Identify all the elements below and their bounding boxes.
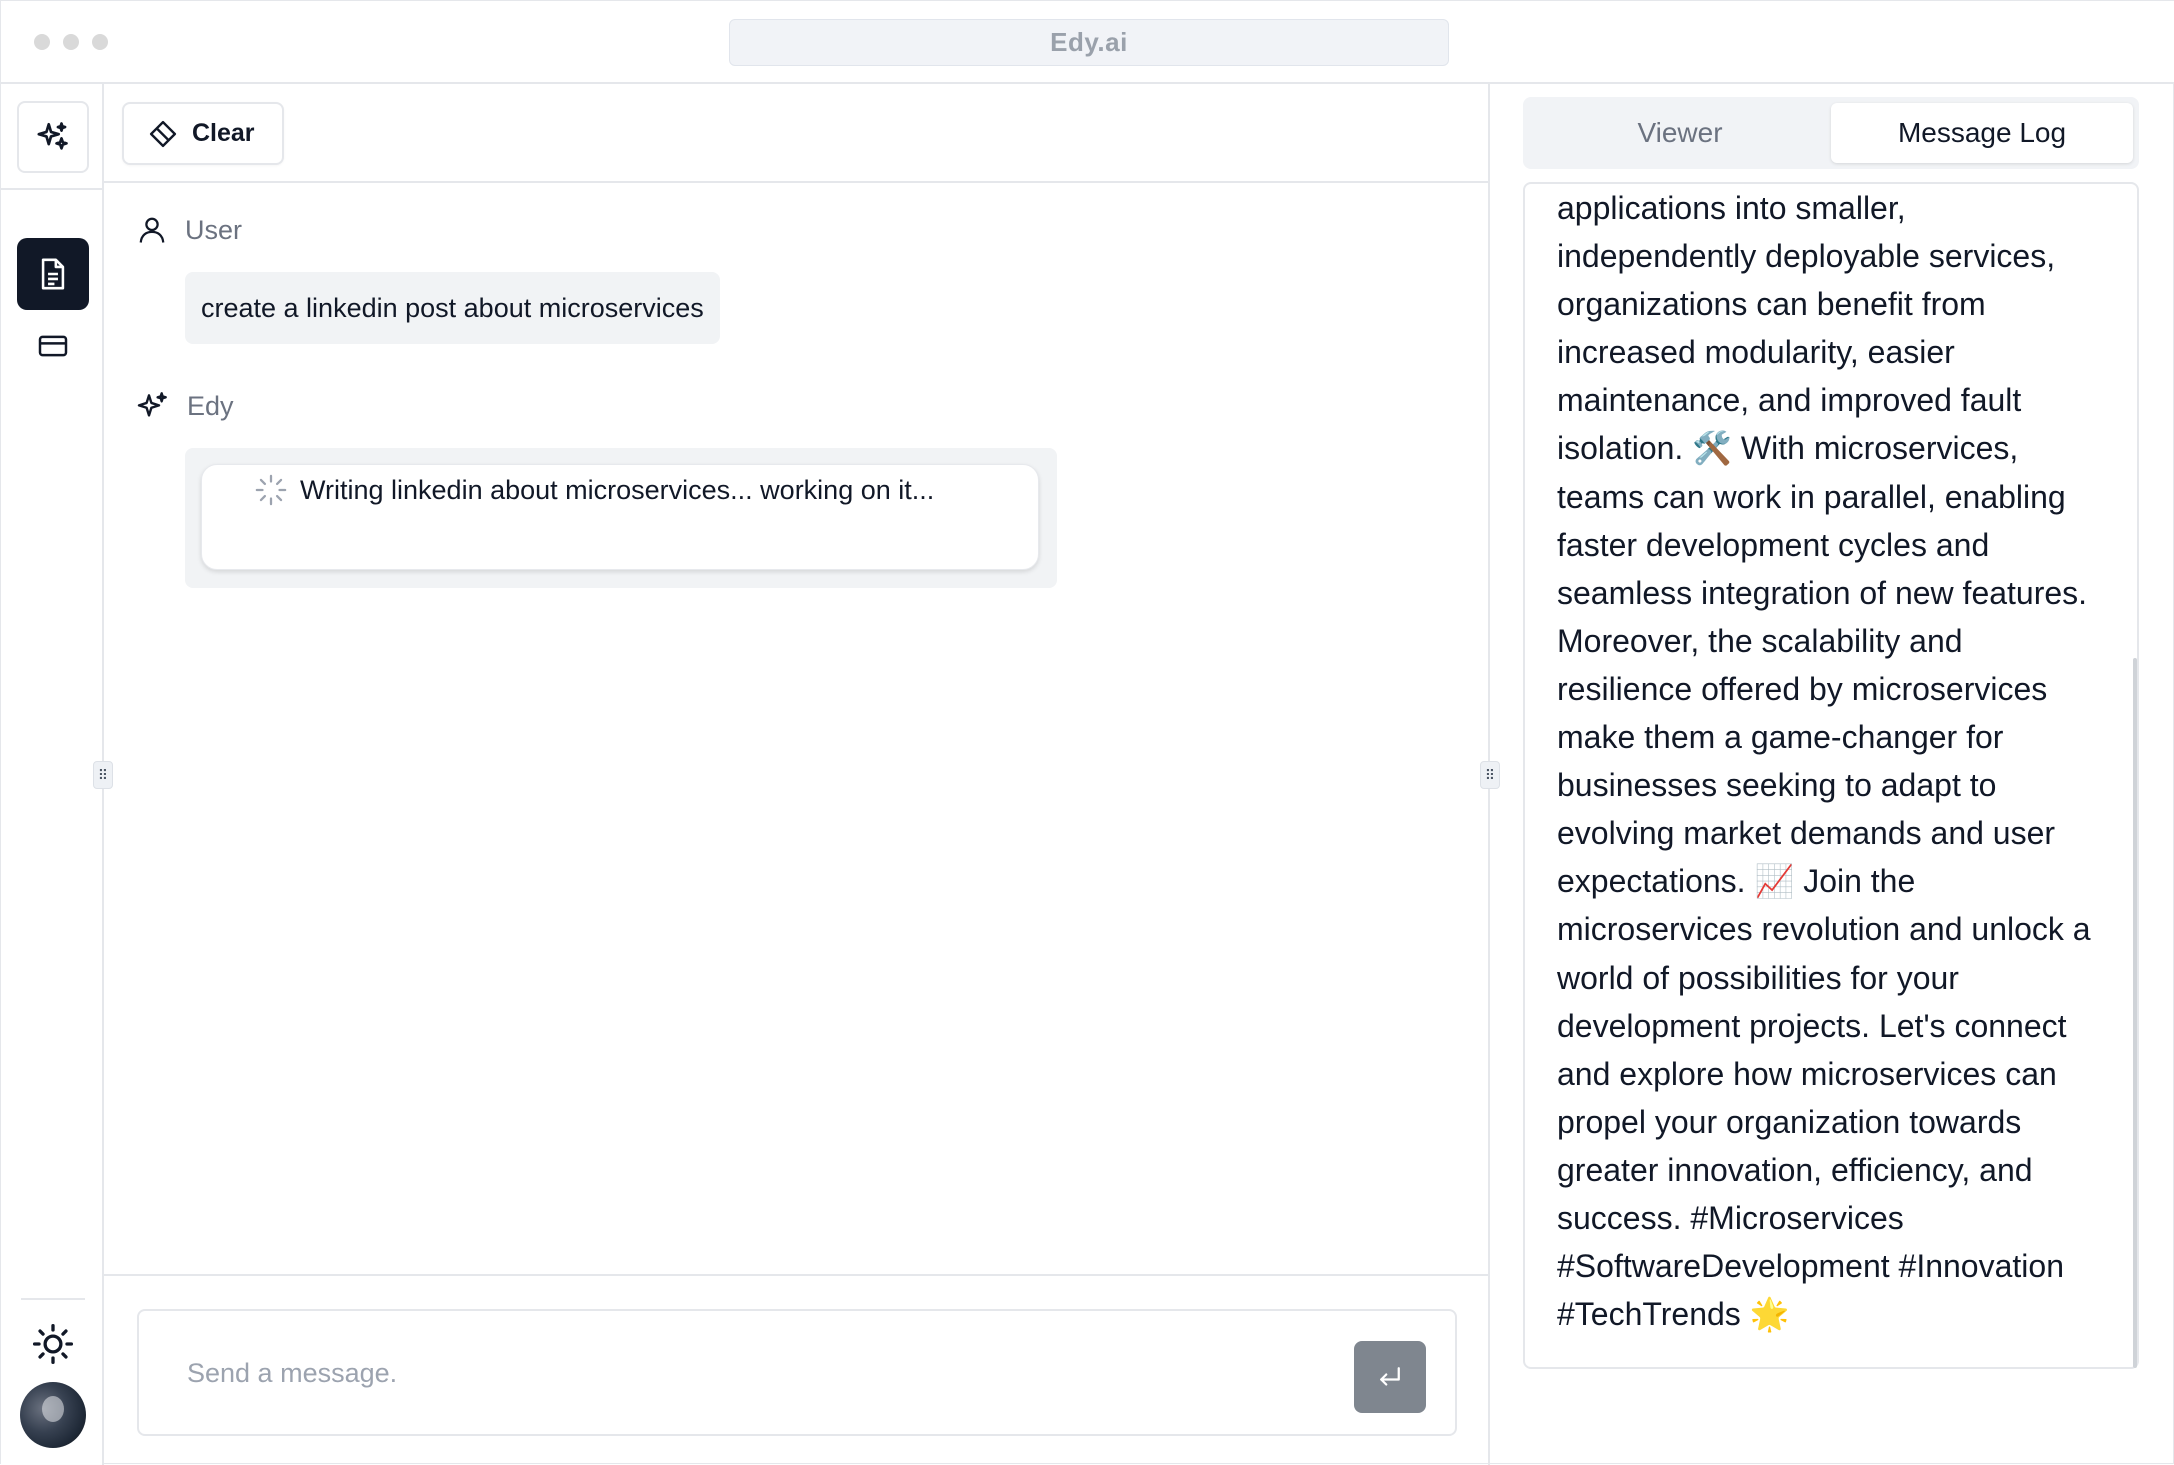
- message-log-line: isolation. 🛠️ With microservices,: [1557, 430, 2019, 467]
- clear-button-label: Clear: [192, 119, 255, 147]
- message-log-line: development projects. Let's connect: [1557, 1007, 2067, 1044]
- sidebar-resize-handle[interactable]: ⠿: [93, 761, 113, 789]
- message-log-line: Moreover, the scalability and: [1557, 622, 1963, 659]
- sparkle-icon: [137, 390, 169, 422]
- right-panel: [1490, 84, 2174, 1465]
- message-log-line: organizations can benefit from: [1557, 286, 1986, 323]
- message-log-line: faster development cycles and: [1557, 526, 1990, 563]
- message-log-line: seamless integration of new features.: [1557, 574, 2088, 611]
- address-bar[interactable]: Edy.ai: [729, 19, 1449, 66]
- sidebar-item-documents[interactable]: [17, 238, 89, 310]
- message-log-line: increased modularity, easier: [1557, 334, 1955, 371]
- message-log-line: expectations. 📈 Join the: [1557, 863, 1916, 900]
- message-log-line: propel your organization towards: [1557, 1103, 2022, 1140]
- sidebar-divider: [1, 188, 102, 190]
- message-log-line: #TechTrends 🌟: [1557, 1296, 1790, 1333]
- maximize-window-button[interactable]: [92, 34, 108, 50]
- message-log-scrollbar[interactable]: [2133, 658, 2137, 1368]
- avatar[interactable]: [20, 1382, 86, 1448]
- enter-icon: [1375, 1362, 1405, 1392]
- message-log-line: and explore how microservices can: [1557, 1055, 2057, 1092]
- composer-area: [104, 1274, 1490, 1465]
- panel-tabs: [1523, 97, 2139, 169]
- message-log-text: [1557, 184, 2117, 1338]
- sidebar-item-cards[interactable]: [17, 316, 89, 376]
- message-log-line: success. #Microservices: [1557, 1199, 1904, 1236]
- message-log-line: world of possibilities for your: [1557, 959, 1959, 996]
- chat-toolbar: [104, 84, 1490, 183]
- credit-card-icon: [37, 333, 69, 359]
- send-button[interactable]: [1354, 1341, 1426, 1413]
- message-log-line: maintenance, and improved fault: [1557, 382, 2022, 419]
- user-message-header: [137, 214, 242, 246]
- chat-panel: [104, 84, 1490, 1465]
- message-log-line: microservices revolution and unlock a: [1557, 911, 2091, 948]
- message-input[interactable]: [187, 1351, 1307, 1395]
- message-log-line: applications into smaller,: [1557, 190, 1906, 226]
- window-controls: [34, 34, 108, 50]
- sparkles-icon: [36, 120, 70, 154]
- sidebar-divider-bottom: [21, 1298, 85, 1300]
- panel-resize-handle[interactable]: ⠿: [1480, 761, 1500, 789]
- message-log[interactable]: [1523, 182, 2139, 1369]
- theme-toggle-button[interactable]: [23, 1314, 83, 1374]
- message-log-line: make them a game-changer for: [1557, 719, 2004, 756]
- message-log-line: greater innovation, efficiency, and: [1557, 1151, 2033, 1188]
- message-log-line: independently deployable services,: [1557, 238, 2056, 275]
- message-log-line: #SoftwareDevelopment #Innovation: [1557, 1248, 2064, 1285]
- user-icon: [137, 214, 167, 246]
- assistant-message-header: [137, 390, 234, 422]
- tab-viewer[interactable]: Viewer: [1637, 117, 1723, 148]
- user-message-bubble: create a linkedin post about microservices: [185, 272, 720, 344]
- sidebar: [1, 84, 104, 1465]
- user-role-label: User: [185, 214, 243, 245]
- minimize-window-button[interactable]: [63, 34, 79, 50]
- tab-message-log[interactable]: Message Log: [1831, 103, 2133, 163]
- composer: [137, 1309, 1457, 1436]
- document-icon: [38, 257, 68, 291]
- message-log-line: resilience offered by microservices: [1557, 670, 2048, 707]
- title-bar: [1, 1, 2174, 84]
- assistant-status: [254, 473, 934, 507]
- eraser-icon: [148, 119, 178, 149]
- sun-icon: [32, 1323, 74, 1365]
- loading-spinner-icon: [254, 473, 288, 507]
- logo-button[interactable]: [17, 101, 89, 173]
- message-log-line: teams can work in parallel, enabling: [1557, 478, 2066, 515]
- assistant-message-bubble: [185, 448, 1057, 588]
- clear-button[interactable]: [122, 102, 284, 165]
- assistant-status-card: [201, 464, 1039, 570]
- message-log-line: evolving market demands and user: [1557, 815, 2056, 852]
- assistant-status-text: Writing linkedin about microservices... working on it...: [300, 474, 935, 505]
- message-log-line: businesses seeking to adapt to: [1557, 767, 1997, 804]
- assistant-role-label: Edy: [187, 390, 234, 421]
- close-window-button[interactable]: [34, 34, 50, 50]
